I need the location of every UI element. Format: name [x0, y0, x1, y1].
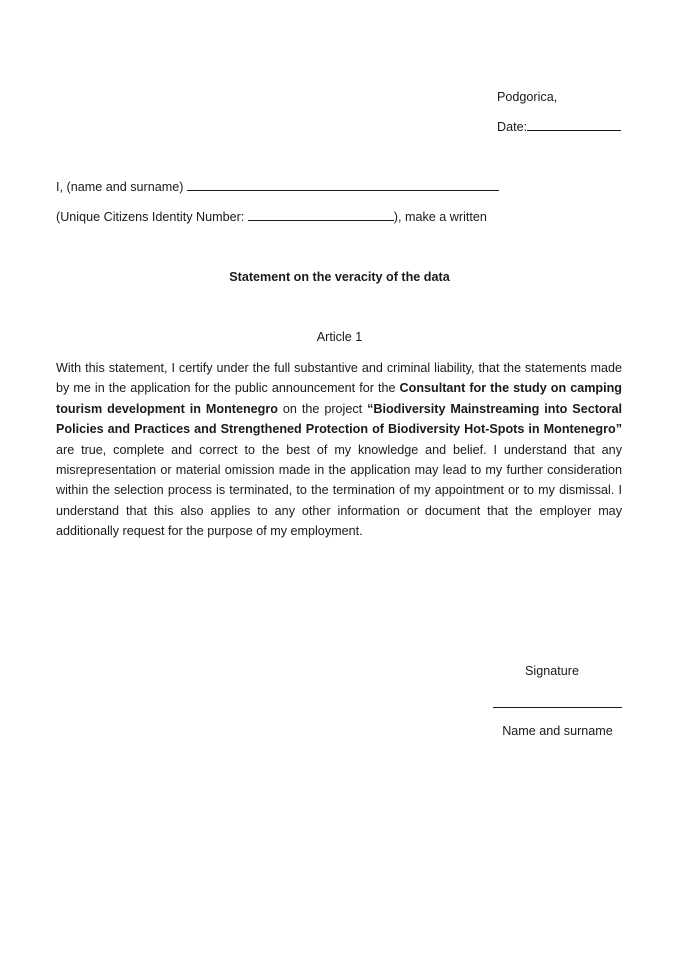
body-segment: on the project: [277, 401, 368, 416]
article-heading: Article 1: [316, 330, 363, 344]
article-body: [56, 358, 622, 542]
place-label: Podgorica,: [497, 90, 558, 104]
name-blank-line: [187, 189, 499, 191]
date-row: [497, 120, 621, 134]
name-prefix: I, (name and surname): [56, 180, 184, 194]
date-label: Date:: [497, 120, 528, 134]
body-segment-bold: “Biodiversity Mainstreaming into Sectoral Policies and Practices and Strengthened Protection of Biodiversity Hot-Spots in Montenegro”: [56, 401, 622, 437]
id-row: [56, 210, 487, 224]
signature-line: [493, 707, 622, 708]
date-blank-line: [527, 129, 621, 131]
id-prefix: (Unique Citizens Identity Number:: [56, 210, 245, 224]
name-row: [56, 180, 499, 194]
name-and-surname-label: Name and surname: [502, 724, 613, 738]
signature-label: Signature: [525, 664, 579, 678]
body-segment: are true, complete and correct to the best of my knowledge and belief. I understand that any misrepresentation or material omission made in the application may lead to my further consideration within the selection process is terminated, to the termination of my appointment or to my dismissal. I understand that this also applies to any other information or document that the employer may additionally request for the purpose of my employment.: [56, 442, 622, 539]
body-segment: With this statement, I certify under the full substantive and criminal liability, that the statements made by me in the application for the public announcement for the: [56, 361, 622, 396]
id-suffix: ), make a written: [393, 210, 487, 224]
id-blank-line: [248, 219, 394, 221]
body-segment-bold: Consultant for the study on camping tourism development in Montenegro: [56, 381, 622, 416]
document-title: Statement on the veracity of the data: [229, 270, 450, 284]
